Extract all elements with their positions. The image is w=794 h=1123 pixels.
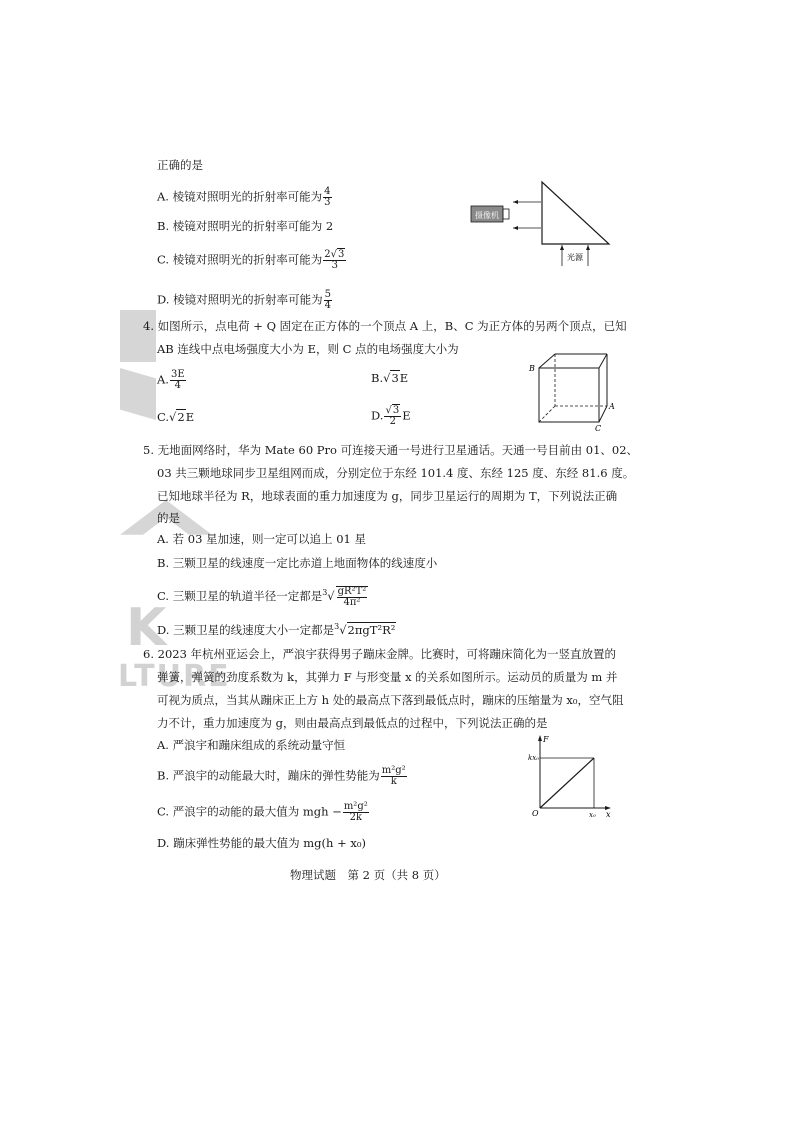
fraction: [381, 766, 407, 787]
q4-stem-line1: 4. 如图所示，点电荷 + Q 固定在正方体的一个顶点 A 上，B、C 为正方体的另两个顶点，已知: [143, 319, 627, 333]
q3-option-b: B. 棱镜对照明光的折射率可能为 2: [157, 219, 334, 233]
option-letter: C.: [157, 410, 170, 424]
vertex-c-label: C: [595, 424, 602, 433]
ray-lower-arrow: [513, 226, 518, 230]
q3-option-a: [157, 187, 333, 208]
q6-stem-line3: 可视为质点，当其从蹦床正上方 h 处的最高点下落到最低点时，蹦床的压缩量为 x₀，空气阻: [157, 693, 624, 707]
q5-option-b: B. 三颗卫星的线速度一定比赤道上地面物体的线速度小: [157, 556, 438, 570]
radicand: 3: [337, 249, 345, 260]
option-letter: B.: [371, 371, 384, 385]
q5-stem-line3: 已知地球半径为 R，地球表面的重力加速度为 g，同步卫星运行的周期为 T，下列说法正确: [157, 489, 618, 503]
y-axis-arrow: [538, 735, 542, 741]
q6-force-graph: [528, 732, 618, 820]
q5-option-d: D. 三颗卫星的线速度大小一定都是$^3$√2πgT²R²: [157, 622, 396, 637]
q4-option-c: C.√2E: [157, 410, 195, 424]
q6-stem-line4: 力不计，重力加速度为 g，则由最高点到最低点的过程中，下列说法正确的是: [157, 716, 548, 730]
x0-label: x₀: [589, 811, 596, 819]
numerator: 4: [324, 186, 331, 197]
q4-stem-line2: AB 连线中点电场强度大小为 E，则 C 点的电场强度大小为: [157, 342, 459, 356]
fraction: [170, 370, 186, 391]
light-ray-right-arrow: [586, 245, 590, 250]
q5-stem-line4: 的是: [157, 511, 180, 525]
radicand: 2πgT²R²: [347, 623, 396, 637]
force-line: [540, 758, 594, 808]
q3-option-c-text: C. 棱镜对照明光的折射率可能为: [157, 252, 323, 267]
q6-stem-line2: 弹簧，弹簧的劲度系数为 k，其弹力 F 与形变量 x 的关系如图所示。运动员的质量为 m 并: [157, 670, 618, 684]
numerator: √3: [385, 405, 400, 416]
denominator: 3: [331, 260, 338, 271]
q3-continuation: 正确的是: [157, 158, 203, 172]
denominator: k: [390, 776, 397, 787]
denominator: 2: [389, 416, 397, 427]
q4-cube-figure: [525, 348, 617, 434]
denominator: 4: [174, 380, 181, 391]
q6-option-a: A. 严浪宇和蹦床组成的系统动量守恒: [157, 738, 346, 752]
cube-hidden-edge: [539, 406, 555, 422]
numerator: m²g²: [381, 765, 406, 776]
vertex-b-label: B: [529, 364, 535, 373]
denominator: 4π²: [343, 597, 361, 608]
q6-stem-line1: 6. 2023 年杭州亚运会上，严浪宇获得男子蹦床金牌。比赛时，可将蹦床简化为一竖直放置的: [143, 647, 617, 661]
vertex-a-label: A: [609, 402, 615, 411]
option-b-text: B. 严浪宇的动能最大时，蹦床的弹性势能为: [157, 768, 380, 783]
q3-prism-figure: [465, 178, 615, 270]
radicand: 3: [392, 405, 400, 416]
watermark-bar-mid: [120, 368, 156, 420]
fraction: [323, 250, 346, 271]
radicand: 3: [391, 371, 399, 385]
root-index: 3: [322, 588, 328, 598]
light-source-label: 光源: [567, 253, 583, 262]
q4-option-b: B.√3E: [371, 371, 409, 385]
numerator: m²g²: [343, 801, 368, 812]
fraction: [324, 290, 332, 311]
fraction: [336, 586, 369, 608]
variable: E: [185, 410, 195, 424]
q6-option-c: [157, 802, 370, 823]
fraction: [384, 406, 401, 427]
q6-option-b: [157, 766, 408, 787]
cube-edge: [599, 354, 607, 368]
cube-edge: [539, 354, 555, 368]
axis-x-label: x: [606, 810, 611, 819]
numerator: 5: [324, 289, 331, 300]
axis-f-label: F: [543, 735, 549, 744]
q3-option-d-text: D. 棱镜对照明光的折射率可能为: [157, 292, 323, 307]
variable: E: [399, 371, 409, 385]
fraction: [343, 802, 369, 823]
q5-option-a: A. 若 03 星加速，则一定可以追上 01 星: [157, 532, 367, 546]
option-letter: D.: [371, 408, 384, 423]
numerator: 3E: [170, 369, 185, 380]
q5-stem-line1: 5. 无地面网络时，华为 Mate 60 Pro 可连接天通一号进行卫星通话。天通一号目前由 01、02、: [143, 443, 639, 457]
radicand: 2: [177, 410, 185, 424]
variable: E: [402, 408, 411, 423]
option-letter: A.: [157, 372, 169, 387]
q3-option-d: [157, 290, 333, 311]
denominator: 2k: [349, 812, 362, 823]
q3-option-a-text: A. 棱镜对照明光的折射率可能为: [157, 189, 323, 204]
camera-lens: [503, 209, 509, 219]
option-c-text: C. 三颗卫星的轨道半径一定都是: [157, 589, 323, 603]
origin-label: O: [532, 809, 539, 818]
ray-upper-arrow: [513, 200, 518, 204]
q5-stem-line2: 03 共三颗地球同步卫星组网而成，分别定位于东经 101.4 度、东经 125 度、东经 81.6 度。: [157, 466, 635, 480]
page-footer: 物理试题 第 2 页（共 8 页）: [290, 868, 446, 882]
numerator: 2√3: [324, 249, 345, 260]
kx0-label: kx₀: [528, 754, 539, 762]
denominator: 3: [324, 197, 331, 208]
q5-option-c: C. 三颗卫星的轨道半径一定都是$^3$√ $\frac{\text{gR²T²}}{\text{4π²}}$: [157, 586, 367, 608]
denominator: 4: [324, 300, 331, 311]
coefficient: 2: [324, 249, 331, 260]
option-d-text: D. 三颗卫星的线速度大小一定都是: [157, 623, 335, 637]
q4-option-a: [157, 370, 187, 391]
option-c-text: C. 严浪宇的动能的最大值为 mgh −: [157, 804, 342, 819]
q4-option-d: [371, 406, 411, 427]
camera-label: 摄像机: [475, 211, 499, 220]
prism-triangle: [542, 182, 609, 244]
root-index: 3: [334, 622, 340, 632]
watermark-text-k: K: [126, 598, 167, 658]
fraction: [323, 187, 331, 208]
numerator: gR²T²: [337, 586, 367, 597]
q3-option-c: [157, 250, 347, 271]
q6-option-d: D. 蹦床弹性势能的最大值为 mg(h + x₀): [157, 836, 366, 850]
cube-edge: [599, 406, 607, 422]
cube-front-face: [539, 368, 599, 422]
watermark-chevron: [120, 500, 212, 558]
light-ray-left-arrow: [560, 245, 564, 250]
watermark-text-lture: LTURE: [118, 659, 231, 694]
